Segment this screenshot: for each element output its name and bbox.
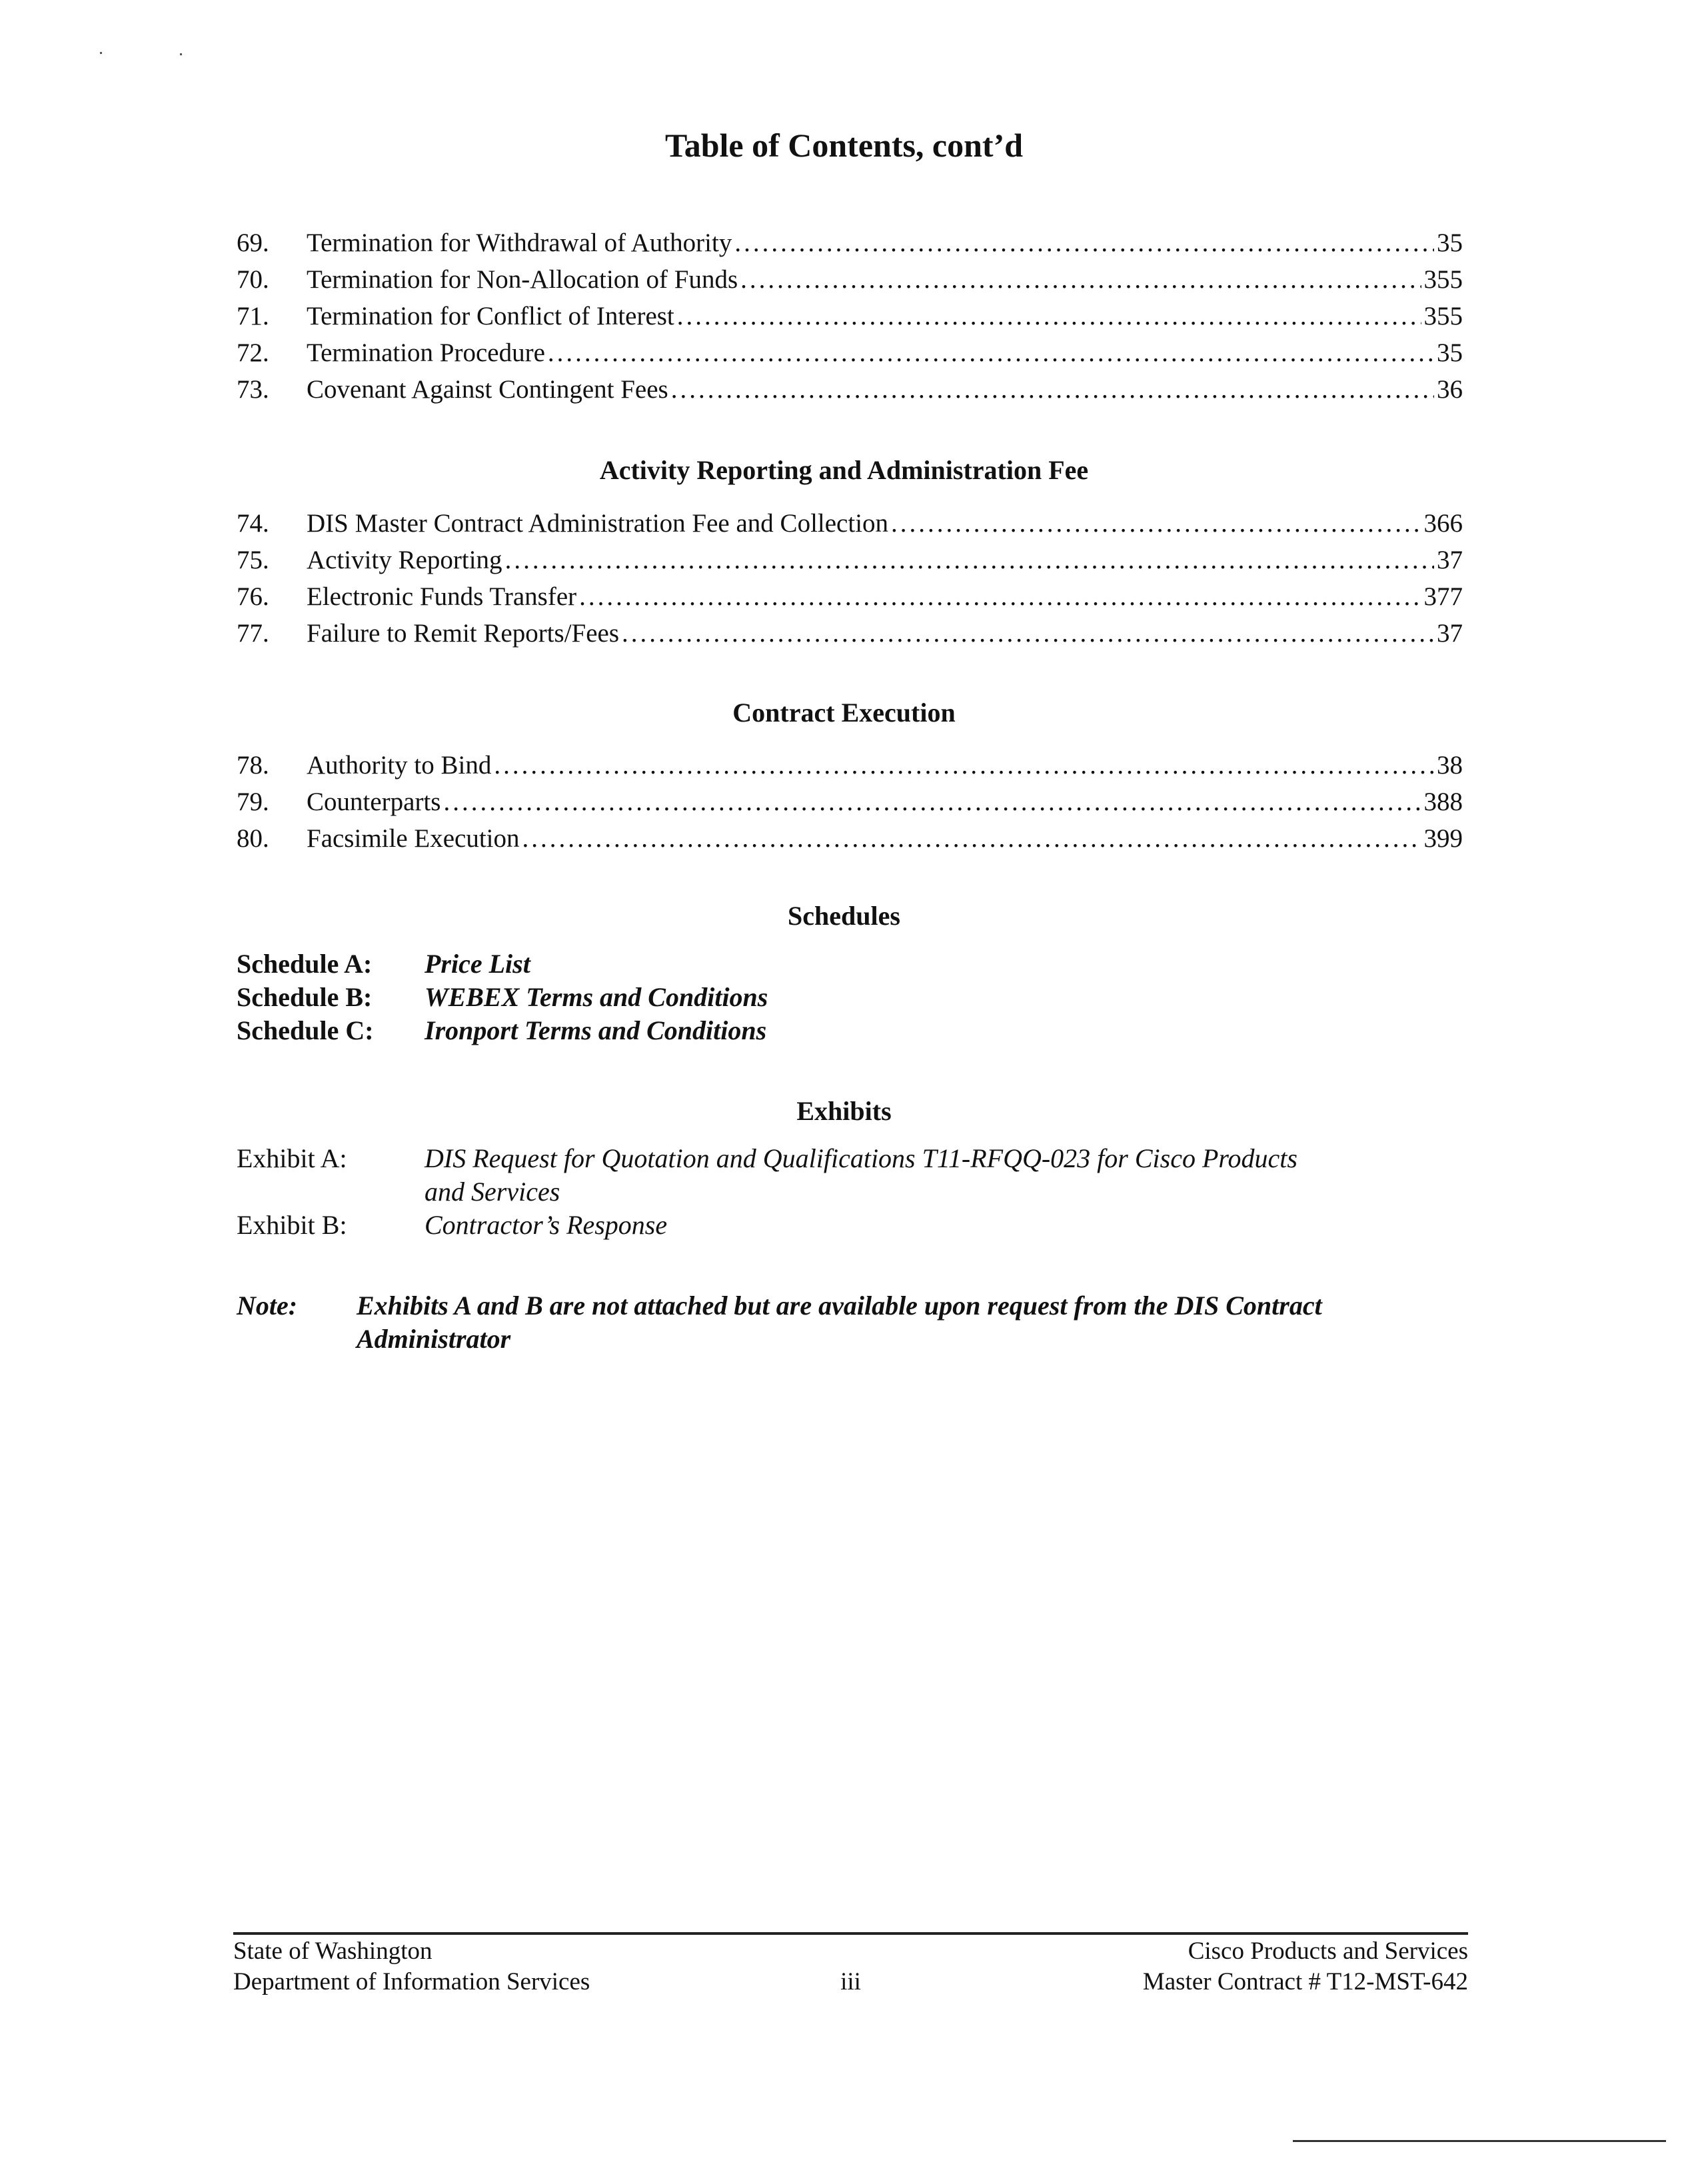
toc-entry-page: 35 [1437,338,1463,367]
toc-entry-page: 35 [1437,229,1463,257]
toc-entry-label: Termination for Conflict of Interest [307,302,674,330]
toc-entry[interactable] [237,542,1463,578]
toc-leader-dots [443,784,1421,820]
schedule-key: Schedule B: [237,982,373,1012]
toc-entry-page: 38 [1437,751,1463,780]
toc-entry-number: 80. [237,824,269,853]
toc-entry-label: Failure to Remit Reports/Fees [307,619,620,648]
toc-entry-label: Facsimile Execution [307,824,520,853]
footer-right [1143,1936,1468,1997]
toc-leader-dots [734,225,1434,261]
scan-speck [100,52,102,54]
exhibit-item [237,1142,1463,1209]
toc-entry-label: Termination Procedure [307,338,545,367]
toc-entry-page: 399 [1423,824,1463,853]
scan-artifact-line [1293,2140,1666,2142]
toc-entry-number: 71. [237,302,269,330]
schedule-item [237,981,1463,1014]
schedules-list [237,947,1463,1047]
footer-contract-subject: Cisco Products and Services [1188,1937,1468,1965]
footer-department: Department of Information Services [233,1968,590,1995]
exhibit-item [237,1209,1463,1242]
toc-entry-number: 69. [237,229,269,257]
scan-speck [180,53,182,55]
toc-entry-page: 37 [1437,546,1463,574]
footer-contract-number: Master Contract # T12-MST-642 [1142,1968,1468,1995]
toc-entry-number: 75. [237,546,269,574]
footer-organization: State of Washington [233,1937,432,1965]
toc-entry[interactable] [237,334,1463,371]
toc-entry-number: 70. [237,265,269,294]
toc-entry-number: 78. [237,751,269,780]
page-number: iii [840,1968,861,1995]
toc-entry-number: 79. [237,788,269,816]
toc-group-activity [237,505,1463,652]
toc-entry[interactable] [237,784,1463,820]
toc-entry[interactable] [237,747,1463,784]
toc-entry-label: Electronic Funds Transfer [307,582,577,611]
toc-entry-label: Counterparts [307,788,441,816]
section-heading-exhibits: Exhibits [796,1096,892,1126]
toc-group-termination [237,225,1463,408]
toc-leader-dots [671,371,1434,408]
schedule-item [237,1014,1463,1047]
toc-entry[interactable] [237,820,1463,857]
toc-entry-page: 388 [1423,788,1463,816]
toc-entry-number: 77. [237,619,269,648]
toc-leader-dots [622,615,1434,652]
note [237,1289,1463,1356]
toc-entry[interactable] [237,615,1463,652]
toc-entry-number: 72. [237,338,269,367]
note-label: Note: [237,1291,298,1321]
toc-entry-page: 366 [1423,509,1463,538]
page-title: Table of Contents, cont’d [664,127,1024,164]
footer-divider [233,1932,1468,1935]
toc-entry[interactable] [237,505,1463,542]
schedule-title: Price List [424,949,530,979]
toc-entry-page: 355 [1423,302,1463,330]
toc-leader-dots [522,820,1421,857]
toc-entry-label: Termination for Withdrawal of Authority [307,229,732,257]
toc-entry-page: 37 [1437,619,1463,648]
exhibit-title: Contractor’s Response [424,1210,668,1240]
toc-leader-dots [505,542,1434,578]
schedule-title: WEBEX Terms and Conditions [424,982,768,1012]
schedule-item [237,947,1463,981]
toc-entry-number: 76. [237,582,269,611]
section-heading-activity: Activity Reporting and Administration Fee [599,455,1089,485]
toc-entry-label: DIS Master Contract Administration Fee and Collection [307,509,889,538]
toc-entry[interactable] [237,225,1463,261]
toc-group-execution [237,747,1463,857]
schedule-title: Ironport Terms and Conditions [424,1015,767,1045]
toc-entry[interactable] [237,578,1463,615]
toc-entry-label: Termination for Non-Allocation of Funds [307,265,738,294]
toc-entry[interactable] [237,371,1463,408]
toc-entry-label: Authority to Bind [307,751,492,780]
section-heading-schedules: Schedules [788,901,900,931]
note-text: Exhibits A and B are not attached but are available upon request from the DIS Contract Administrator [357,1291,1322,1354]
toc-entry-label: Covenant Against Contingent Fees [307,375,668,404]
toc-leader-dots [891,505,1421,542]
toc-entry-label: Activity Reporting [307,546,502,574]
exhibit-key: Exhibit A: [237,1143,347,1173]
section-heading-execution: Contract Execution [732,698,956,728]
schedule-key: Schedule C: [237,1015,374,1045]
toc-leader-dots [740,261,1421,298]
toc-leader-dots [494,747,1434,784]
exhibit-title: DIS Request for Quotation and Qualifications T11-RFQQ-023 for Cisco Products and Services [424,1143,1297,1207]
toc-leader-dots [548,334,1434,371]
toc-entry-number: 73. [237,375,269,404]
toc-entry-page: 355 [1423,265,1463,294]
toc-entry-number: 74. [237,509,269,538]
toc-entry[interactable] [237,298,1463,334]
toc-entry-page: 377 [1423,582,1463,611]
toc-entry-page: 36 [1437,375,1463,404]
toc-leader-dots [677,298,1421,334]
schedule-key: Schedule A: [237,949,373,979]
exhibit-key: Exhibit B: [237,1210,347,1240]
toc-leader-dots [579,578,1421,615]
toc-entry[interactable] [237,261,1463,298]
exhibits-list [237,1142,1463,1242]
